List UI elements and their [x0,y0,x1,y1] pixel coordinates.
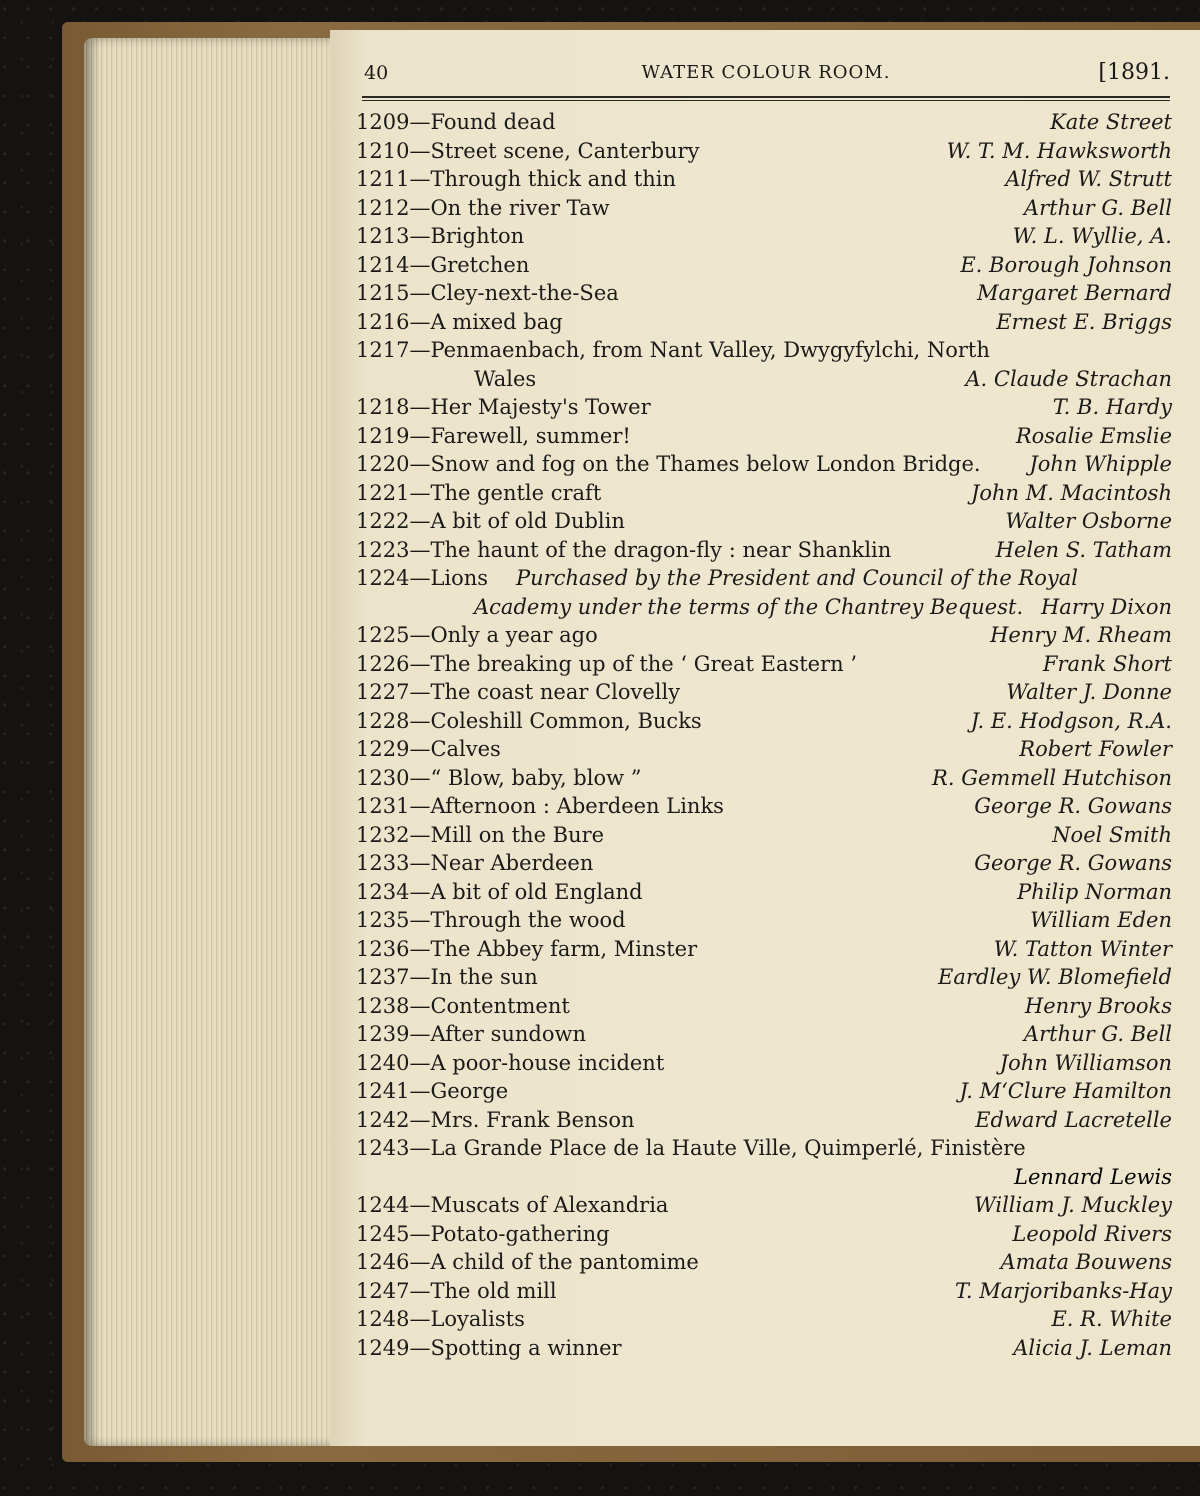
entry-artist: John Whipple [1029,452,1172,476]
entry-artist: Alfred W. Strutt [1005,167,1172,191]
entry-title: 1223—The haunt of the dragon-fly : near Shanklin [356,537,892,562]
catalogue-entry [356,1136,1172,1165]
entry-artist: Kate Street [1050,110,1172,134]
entry-artist: John M. Macintosh [970,480,1172,505]
entry-title: 1230—“ Blow, baby, blow ” [356,765,642,790]
catalogue-entry [356,196,1172,225]
entry-artist: Helen S. Tatham [995,537,1172,562]
entry-title-continued: Wales [474,366,537,391]
entry-artist: Margaret Bernard [976,281,1172,305]
entry-note: Academy under the terms of the Chantrey Bequest. [474,594,1024,619]
entry-artist: John Williamson [999,1050,1172,1075]
catalogue-entry [356,737,1172,766]
entry-title: 1209—Found dead [356,110,556,134]
entry-title: 1211—Through thick and thin [356,167,677,191]
entry-artist: Arthur G. Bell [1023,195,1172,220]
entry-artist: W. Tatton Winter [993,936,1172,961]
entry-title: 1226—The breaking up of the ‘ Great Eastern ’ [356,651,858,676]
catalogue-entry [356,310,1172,339]
catalogue-entry [356,1051,1172,1080]
entry-artist: Eardley W. Blomefield [937,965,1172,989]
entry-title: 1214—Gretchen [356,252,530,277]
entry-artist: Noel Smith [1052,822,1172,847]
entry-artist: J. E. Hodgson, R.A. [970,708,1172,733]
catalogue-entry [356,338,1172,367]
entry-title: 1231—Afternoon : Aberdeen Links [356,794,724,818]
catalogue-entry [356,1222,1172,1251]
catalogue-entry [356,1250,1172,1279]
entry-title: 1236—The Abbey farm, Minster [356,936,698,961]
entry-title: 1249—Spotting a winner [356,1335,622,1360]
entry-title: 1217—Penmaenbach, from Nant Valley, Dwygyfylchi, North [356,338,990,362]
entry-artist: Amata Bouwens [1000,1250,1172,1274]
catalogue-entry [356,623,1172,652]
entry-title: 1242—Mrs. Frank Benson [356,1107,635,1132]
catalogue-entry [356,1079,1172,1108]
entry-title: 1216—A mixed bag [356,309,563,334]
entry-artist: A. Claude Strachan [965,366,1172,391]
entry-artist: Walter Osborne [1005,509,1172,533]
catalogue-entry [356,253,1172,282]
entry-artist: Henry M. Rheam [990,623,1172,647]
entry-title: 1232—Mill on the Bure [356,822,605,847]
catalogue-entry-continued [356,595,1172,624]
entry-artist: Ernest E. Briggs [996,309,1172,334]
catalogue-entry [356,851,1172,880]
catalogue-entry [356,766,1172,795]
entry-artist: R. Gemmell Hutchison [932,765,1172,790]
page-title: WATER COLOUR ROOM. [641,62,891,83]
entry-title: 1244—Muscats of Alexandria [356,1193,669,1217]
catalogue-entry [356,281,1172,310]
catalogue-entry [356,481,1172,510]
catalogue-list [356,110,1172,1364]
page-number: 40 [364,62,389,84]
entry-title: 1228—Coleshill Common, Bucks [356,708,702,733]
entry-title: 1247—The old mill [356,1278,557,1303]
entry-artist: W. L. Wyllie, A. [1012,224,1172,248]
entry-title: 1246—A child of the pantomime [356,1250,699,1274]
entry-artist: Frank Short [1042,651,1172,676]
catalogue-entry [356,566,1172,595]
entry-title: 1233—Near Aberdeen [356,851,594,875]
entry-artist: W. T. M. Hawksworth [946,138,1172,163]
entry-title: 1243—La Grande Place de la Haute Ville, Quimperlé, Finistère [356,1136,1026,1160]
entry-note: Purchased by the President and Council of the Royal [516,566,1078,590]
entry-title: 1237—In the sun [356,965,538,989]
entry-title: 1238—Contentment [356,993,570,1018]
catalogue-entry [356,1193,1172,1222]
catalogue-entry [356,680,1172,709]
catalogue-entry [356,1307,1172,1336]
catalogue-entry [356,880,1172,909]
catalogue-entry [356,452,1172,481]
entry-artist: E. Borough Johnson [960,252,1172,277]
catalogue-entry [356,509,1172,538]
entry-title: 1210—Street scene, Canterbury [356,138,700,163]
entry-title: 1215—Cley-next-the-Sea [356,281,619,305]
entry-artist: George R. Gowans [974,851,1172,875]
catalogue-entry-continued [356,1165,1172,1194]
entry-title: 1234—A bit of old England [356,879,643,904]
entry-title: 1239—After sundown [356,1022,587,1046]
entry-title: 1225—Only a year ago [356,623,598,647]
entry-artist: Philip Norman [1017,879,1172,904]
catalogue-entry [356,1108,1172,1137]
catalogue-entry [356,424,1172,453]
catalogue-entry [356,1336,1172,1365]
entry-artist: Rosalie Emslie [1015,423,1172,448]
catalogue-entry [356,1022,1172,1051]
catalogue-entry [356,224,1172,253]
entry-artist: Lennard Lewis [1014,1164,1172,1189]
catalogue-entry [356,110,1172,139]
entry-title: 1224—Lions [356,566,489,590]
catalogue-entry [356,908,1172,937]
catalogue-entry-continued [356,367,1172,396]
catalogue-entry [356,1279,1172,1308]
entry-title: 1222—A bit of old Dublin [356,509,625,533]
catalogue-entry [356,652,1172,681]
entry-artist: William Eden [1030,908,1172,932]
catalogue-entry [356,994,1172,1023]
entry-title: 1229—Calves [356,737,501,761]
header-rule-thin [362,100,1170,101]
entry-artist: Edward Lacretelle [975,1107,1172,1132]
entry-artist: Robert Fowler [1019,737,1172,761]
catalogue-entry [356,139,1172,168]
entry-title: 1235—Through the wood [356,908,626,932]
entry-artist: T. Marjoribanks-Hay [954,1278,1172,1303]
entry-title: 1227—The coast near Clovelly [356,680,681,704]
entry-artist: Arthur G. Bell [1023,1022,1172,1046]
entry-artist: Henry Brooks [1024,993,1172,1018]
entry-title: 1220—Snow and fog on the Thames below London Bridge. [356,452,981,476]
entry-title: 1245—Potato-gathering [356,1221,610,1246]
entry-artist: Alicia J. Leman [1013,1335,1172,1360]
catalogue-entry [356,794,1172,823]
entry-artist: Walter J. Donne [1006,680,1172,704]
entry-artist: E. R. White [1051,1307,1172,1331]
year-label: [1891. [1098,60,1170,85]
page-header [362,60,1170,92]
catalogue-entry [356,709,1172,738]
entry-title: 1218—Her Majesty's Tower [356,395,651,419]
catalogue-entry [356,395,1172,424]
catalogue-entry [356,823,1172,852]
entry-title: 1213—Brighton [356,224,525,248]
entry-title: 1212—On the river Taw [356,195,610,220]
entry-artist: George R. Gowans [974,794,1172,818]
entry-title: 1219—Farewell, summer! [356,423,631,448]
entry-title: 1241—George [356,1079,509,1103]
catalogue-entry [356,965,1172,994]
catalogue-entry [356,937,1172,966]
entry-artist: William J. Muckley [974,1193,1172,1217]
entry-artist: T. B. Hardy [1052,395,1172,419]
header-rule [362,96,1170,98]
catalogue-entry [356,538,1172,567]
entry-artist: J. M‘Clure Hamilton [959,1079,1172,1103]
entry-artist: Harry Dixon [1040,594,1172,619]
entry-title: 1248—Loyalists [356,1307,525,1331]
catalogue-entry [356,167,1172,196]
entry-artist: Leopold Rivers [1012,1221,1172,1246]
entry-title: 1221—The gentle craft [356,480,602,505]
entry-title: 1240—A poor-house incident [356,1050,665,1075]
page-edges [84,38,352,1446]
